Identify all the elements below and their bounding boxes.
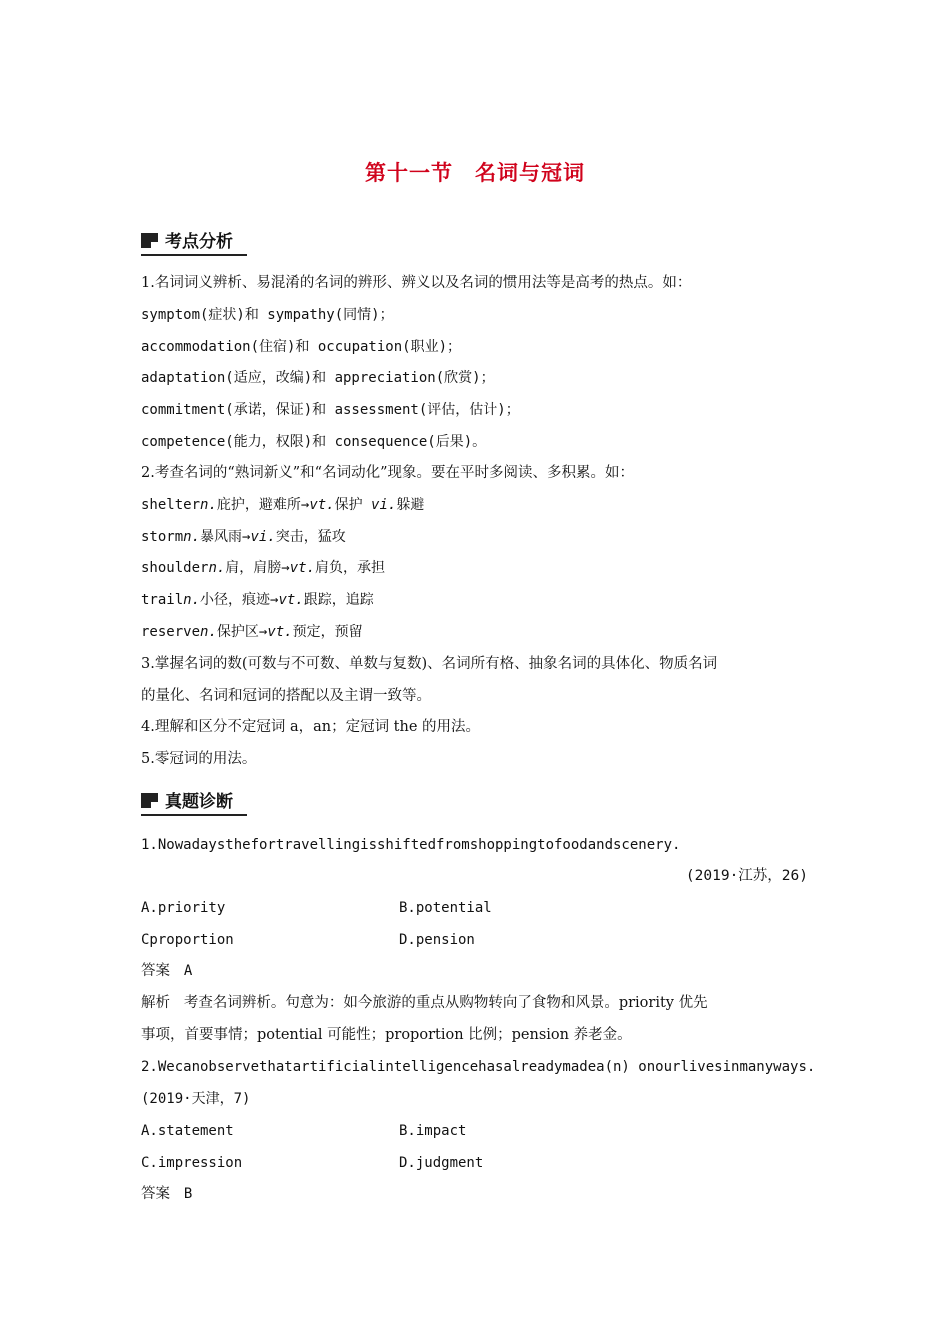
word-pair: competence(能力，权限)和 consequence(后果)。 bbox=[141, 434, 487, 450]
option-d: D.judgment bbox=[399, 1155, 484, 1171]
option-a: A.statement bbox=[141, 1123, 234, 1139]
analysis-point-4: 4.理解和区分不定冠词 a，an；定冠词 the 的用法。 bbox=[141, 719, 481, 735]
option-c: C.impression bbox=[141, 1155, 243, 1171]
meaning: 保护区→ bbox=[216, 624, 268, 640]
analysis-point-2: 2.考查名词的“熟词新义”和“名词动化”现象。要在平时多阅读、多积累。如： bbox=[141, 465, 634, 481]
word-pair: adaptation(适应，改编)和 appreciation(欣赏)； bbox=[141, 370, 495, 386]
part-of-speech: n. bbox=[200, 497, 217, 513]
question-stem: 2.Wecanobservethatartificialintelligencehasalreadymadea(n) onourlivesinmanyways. bbox=[141, 1059, 816, 1075]
analysis-point-1: 1.名词词义辨析、易混淆的名词的辨形、辨义以及名词的惯用法等是高考的热点。如： bbox=[141, 275, 692, 291]
word-usage-line bbox=[141, 495, 424, 515]
word-pair: commitment(承诺，保证)和 assessment(评估，估计)； bbox=[141, 402, 520, 418]
answer-value: B bbox=[183, 1186, 193, 1202]
meaning: 躲避 bbox=[396, 497, 425, 513]
meaning: 庇护，避难所→ bbox=[216, 497, 310, 513]
analysis-point-5: 5.零冠词的用法。 bbox=[141, 751, 257, 767]
word: trail bbox=[141, 592, 184, 608]
word-usage-line bbox=[141, 590, 374, 610]
answer-label: 答案 bbox=[141, 963, 170, 979]
analysis-line-cont: 事项，首要事情；potential 可能性；proportion 比例；pension 养老金。 bbox=[141, 1027, 632, 1043]
section-label: 考点分析 bbox=[165, 232, 233, 252]
option-b: B.potential bbox=[399, 900, 492, 916]
word: reserve bbox=[141, 624, 201, 640]
section-label: 真题诊断 bbox=[165, 792, 233, 812]
meaning: 突击，猛攻 bbox=[275, 529, 346, 545]
part-of-speech: vi. bbox=[250, 529, 276, 545]
part-of-speech: n. bbox=[200, 624, 217, 640]
analysis-point-3-cont: 的量化、名词和冠词的搭配以及主谓一致等。 bbox=[141, 688, 431, 704]
word: shelter bbox=[141, 497, 201, 513]
analysis-line bbox=[141, 993, 708, 1013]
word-pair: symptom(症状)和 sympathy(同情)； bbox=[141, 307, 394, 323]
answer-label: 答案 bbox=[141, 1186, 170, 1202]
section-heading-exam bbox=[141, 787, 247, 813]
section-underline bbox=[141, 814, 247, 816]
page-title: 第十一节 名词与冠词 bbox=[365, 161, 585, 185]
analysis-label: 解析 bbox=[141, 995, 170, 1011]
section-marker-icon bbox=[141, 793, 158, 808]
meaning: 肩，肩膀→ bbox=[225, 560, 290, 576]
meaning: 保护 bbox=[334, 497, 372, 513]
question-source: (2019·江苏，26) bbox=[685, 868, 808, 884]
analysis-point-3: 3.掌握名词的数(可数与不可数、单数与复数)、名词所有格、抽象名词的具体化、物质名词 bbox=[141, 656, 718, 672]
part-of-speech: n. bbox=[208, 560, 226, 576]
meaning: 预定，预留 bbox=[292, 624, 363, 640]
option-d: D.pension bbox=[399, 932, 475, 948]
question-stem: 1.Nowadaysthefortravellingisshiftedfromshoppingtofoodandscenery. bbox=[141, 837, 681, 853]
part-of-speech: vi. bbox=[371, 497, 397, 513]
word: shoulder bbox=[141, 560, 209, 576]
option-b: B.impact bbox=[399, 1123, 467, 1139]
meaning: 跟踪，追踪 bbox=[303, 592, 374, 608]
word-pair: accommodation(住宿)和 occupation(职业)； bbox=[141, 339, 462, 355]
meaning: 肩负，承担 bbox=[315, 560, 386, 576]
section-underline bbox=[141, 254, 247, 256]
part-of-speech: n. bbox=[183, 529, 201, 545]
option-a: A.priority bbox=[141, 900, 226, 916]
word-usage-line bbox=[141, 558, 385, 578]
part-of-speech: vt. bbox=[289, 560, 316, 576]
question-source: (2019·天津，7) bbox=[141, 1091, 251, 1107]
meaning: 暴风雨→ bbox=[200, 529, 251, 545]
part-of-speech: vt. bbox=[267, 624, 293, 640]
word-usage-line bbox=[141, 527, 346, 547]
word: storm bbox=[141, 529, 184, 545]
answer-line bbox=[141, 1184, 192, 1204]
answer-value: A bbox=[183, 963, 193, 979]
answer-line bbox=[141, 961, 192, 981]
analysis-text: 考查名词辨析。句意为：如今旅游的重点从购物转向了食物和风景。priority 优先 bbox=[183, 995, 708, 1011]
part-of-speech: vt. bbox=[278, 592, 304, 608]
section-marker-icon bbox=[141, 233, 158, 248]
part-of-speech: n. bbox=[183, 592, 201, 608]
part-of-speech: vt. bbox=[309, 497, 335, 513]
word-usage-line bbox=[141, 622, 363, 642]
meaning: 小径，痕迹→ bbox=[200, 592, 279, 608]
section-heading-analysis bbox=[141, 227, 247, 253]
option-c: Cproportion bbox=[141, 932, 234, 948]
